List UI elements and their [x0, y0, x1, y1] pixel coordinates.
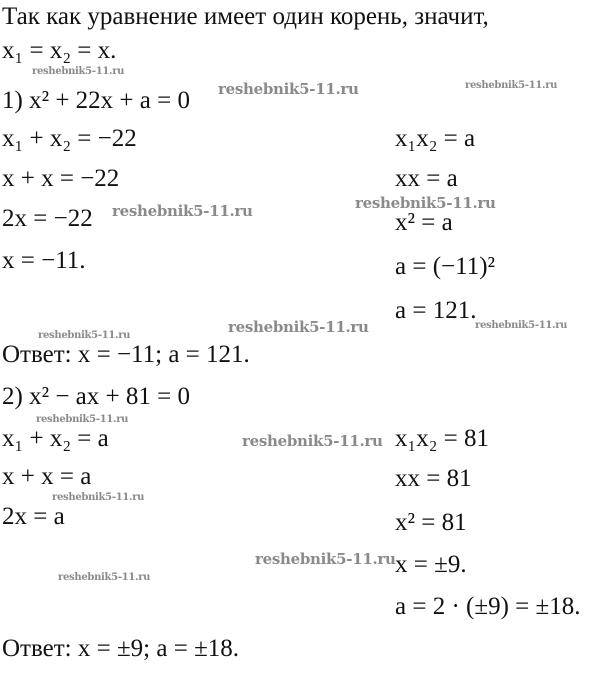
watermark: reshebnik5-11.ru — [475, 320, 568, 331]
watermark: reshebnik5-11.ru — [32, 66, 125, 77]
part2-right-line-2: xx = 81 — [395, 465, 472, 492]
answer-2: Ответ: x = ±9; a = ±18. — [2, 635, 240, 662]
equation-2: 2) x² − ax + 81 = 0 — [2, 383, 190, 410]
part2-right-line-3: x² = 81 — [395, 509, 467, 536]
watermark: reshebnik5-11.ru — [255, 550, 396, 568]
part1-right-line-4: a = (−11)² — [395, 253, 496, 280]
part1-right-line-2: xx = a — [395, 165, 458, 192]
part2-right-line-1: x₁x₂ = 81 — [395, 425, 490, 452]
part2-left-line-2: x + x = a — [2, 463, 92, 490]
watermark: reshebnik5-11.ru — [465, 80, 558, 91]
part2-right-line-5: a = 2 · (±9) = ±18. — [395, 593, 581, 620]
watermark: reshebnik5-11.ru — [228, 318, 369, 336]
equation-1: 1) x² + 22x + a = 0 — [2, 87, 190, 114]
watermark: reshebnik5-11.ru — [38, 330, 131, 341]
answer-1: Ответ: x = −11; a = 121. — [2, 341, 250, 368]
watermark: reshebnik5-11.ru — [242, 432, 383, 450]
part2-left-line-3: 2x = a — [2, 503, 65, 530]
part1-left-line-4: x = −11. — [2, 247, 86, 274]
part1-right-line-5: a = 121. — [395, 297, 477, 324]
watermark: reshebnik5-11.ru — [36, 414, 129, 425]
watermark: reshebnik5-11.ru — [112, 202, 253, 220]
part1-left-line-1: x₁ + x₂ = −22 — [2, 125, 137, 152]
intro-sentence: Так как уравнение имеет один корень, значит, — [2, 3, 489, 30]
part1-right-line-1: x₁x₂ = a — [395, 125, 476, 152]
watermark: reshebnik5-11.ru — [58, 572, 151, 583]
part1-left-line-3: 2x = −22 — [2, 205, 93, 232]
watermark: reshebnik5-11.ru — [218, 80, 359, 98]
part2-right-line-4: x = ±9. — [395, 551, 467, 578]
part2-left-line-1: x₁ + x₂ = a — [2, 425, 109, 452]
watermark: reshebnik5-11.ru — [52, 492, 145, 503]
part1-left-line-2: x + x = −22 — [2, 165, 120, 192]
part1-right-line-3: x² = a — [395, 209, 453, 236]
equal-roots-statement: x₁ = x₂ = x. — [2, 37, 117, 64]
watermark: reshebnik5-11.ru — [355, 194, 496, 212]
